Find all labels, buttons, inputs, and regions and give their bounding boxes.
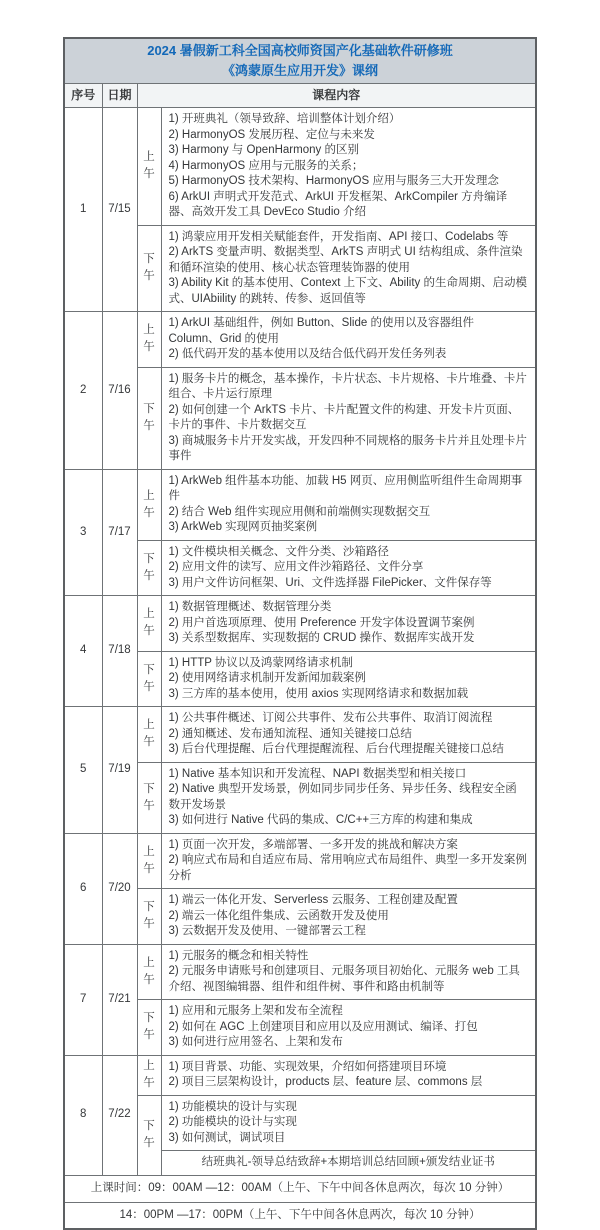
course-item: 2) 如何创建一个 ArkTS 卡片、卡片配置文件的构建、开发卡片页面、卡片的事件、卡片数据交互	[168, 403, 520, 431]
course-item: 4) HarmonyOS 应用与元服务的关系；	[168, 159, 364, 172]
course-item: 1) 服务卡片的概念，基本操作，卡片状态、卡片规格、卡片堆叠、卡片组合、卡片运行原理	[168, 372, 527, 400]
day-date: 7/15	[102, 108, 137, 312]
title-line-1: 2024 暑假新工科全国高校师资国产化基础软件研修班	[147, 43, 453, 58]
course-item: 2) 结合 Web 组件实现应用侧和前端侧实现数据交互	[168, 505, 431, 518]
session-content	[161, 1055, 536, 1095]
session-period: 上午	[137, 312, 161, 368]
column-header-content: 课程内容	[137, 84, 536, 108]
course-item: 1) 数据管理概述、数据管理分类	[168, 601, 332, 613]
course-item: 2) Native 典型开发场景，例如同步同步任务、异步任务、线程安全函数开发场景	[168, 783, 517, 811]
session-content	[161, 312, 536, 368]
closing-ceremony: 结班典礼-领导总结致辞+本期培训总结回顾+颁发结业证书	[161, 1151, 536, 1176]
session-period: 下午	[137, 1000, 161, 1056]
course-item: 3) 如何进行应用签名、上架和发布	[168, 1036, 343, 1048]
schedule-table	[63, 37, 537, 1230]
session-period: 上午	[137, 707, 161, 763]
day-date: 7/17	[102, 469, 137, 596]
class-time-row-1	[64, 1175, 536, 1202]
course-item: 2) 端云一体化组件集成、云函数开发及使用	[168, 909, 389, 922]
session-content	[161, 651, 536, 707]
day-date: 7/22	[102, 1055, 137, 1175]
course-item: 2) 使用网络请求机制开发新闻加载案例	[168, 672, 366, 684]
course-item: 2) 低代码开发的基本使用以及结合低代码开发任务列表	[168, 348, 447, 360]
class-time-afternoon: 14：00PM —17：00PM（上午、下午中间各休息两次，每次 10 分钟）	[64, 1202, 536, 1229]
course-item: 3) 关系型数据库、实现数据的 CRUD 操作、数据库实战开发	[168, 632, 475, 644]
document-title	[64, 38, 536, 84]
course-item: 1) Native 基本知识和开发流程、NAPI 数据类型和相关接口	[168, 767, 467, 780]
day-2-session-row	[64, 312, 536, 368]
day-4-session-row	[64, 596, 536, 652]
session-content	[161, 889, 536, 945]
day-index: 6	[64, 833, 102, 944]
session-content	[161, 762, 536, 833]
course-item: 1) 应用和元服务上架和发布全流程	[168, 1005, 343, 1017]
session-content	[161, 108, 536, 226]
course-item: 2) 响应式布局和自适应布局、常用响应式布局组件、典型一多开发案例分析	[168, 854, 527, 882]
course-item: 1) ArkUI 基础组件，例如 Button、Slide 的使用以及容器组件 Column、Grid 的使用	[168, 317, 474, 345]
course-item: 2) 元服务申请账号和创建项目、元服务项目初始化、元服务 web 工具介绍、视图编辑器、组件和组件树、事件和路由机制等	[168, 965, 520, 993]
day-index: 3	[64, 469, 102, 596]
schedule-body	[64, 108, 536, 1176]
course-item: 2) 功能模块的设计与实现	[168, 1116, 297, 1128]
column-header-index: 序号	[64, 84, 102, 108]
day-5-session-row	[64, 707, 536, 763]
course-item: 3) ArkWeb 实现网页抽奖案例	[168, 521, 318, 533]
title-line-2: 《鸿蒙原生应用开发》课纲	[221, 63, 378, 78]
day-date: 7/19	[102, 707, 137, 834]
session-period: 上午	[137, 469, 161, 540]
course-item: 3) 三方库的基本使用，使用 axios 实现网络请求和数据加载	[168, 687, 469, 700]
course-item: 1) 项目背景、功能、实现效果，介绍如何搭建项目环境	[168, 1060, 447, 1073]
course-item: 2) HarmonyOS 发展历程、定位与未来发	[168, 128, 375, 141]
session-content	[161, 469, 536, 540]
course-item: 2) 通知概述、发布通知流程、通知关键接口总结	[168, 727, 412, 740]
session-period: 下午	[137, 762, 161, 833]
course-item: 1) 公共事件概述、订阅公共事件、发布公共事件、取消订阅流程	[168, 712, 493, 724]
course-item: 2) 项目三层架构设计，products 层、feature 层、commons 层	[168, 1076, 483, 1088]
session-content	[161, 367, 536, 469]
session-content	[161, 225, 536, 312]
session-content	[161, 596, 536, 652]
course-item: 3) 云数据开发及使用、一键部署云工程	[168, 925, 366, 937]
session-content	[161, 540, 536, 596]
day-date: 7/20	[102, 833, 137, 944]
session-content	[161, 1000, 536, 1056]
session-content	[161, 944, 536, 1000]
course-item: 1) ArkWeb 组件基本功能、加载 H5 网页、应用侧监听组件生命周期事件	[168, 474, 523, 502]
course-item: 6) ArkUI 声明式开发范式、ArkUI 开发框架、ArkCompiler 方舟编译器、高效开发工具 DevEco Studio 介绍	[168, 190, 508, 218]
course-item: 3) 后台代理提醒、后台代理提醒流程、后台代理提醒关键接口总结	[168, 743, 504, 755]
course-item: 2) 用户首选项原理、使用 Preference 开发字体设置调节案例	[168, 616, 475, 629]
session-period: 下午	[137, 1095, 161, 1175]
session-period: 下午	[137, 651, 161, 707]
session-content	[161, 1095, 536, 1151]
day-date: 7/21	[102, 944, 137, 1055]
course-item: 1) 文件模块相关概念、文件分类、沙箱路径	[168, 545, 389, 558]
course-item: 1) 元服务的概念和相关特性	[168, 949, 309, 962]
course-item: 1) 开班典礼（领导致辞、培训整体计划介绍）	[168, 113, 401, 125]
course-item: 5) HarmonyOS 技术架构、HarmonyOS 应用与服务三大开发理念	[168, 175, 499, 187]
session-period: 上午	[137, 108, 161, 226]
course-item: 3) 如何测试，调试项目	[168, 1131, 286, 1144]
session-content	[161, 707, 536, 763]
course-item: 1) HTTP 协议以及鸿蒙网络请求机制	[168, 656, 353, 669]
course-item: 3) Ability Kit 的基本使用、Context 上下文、Ability 的生命周期、启动模式、UIAbiility 的跳转、传参、返回值等	[168, 277, 527, 305]
session-period: 下午	[137, 889, 161, 945]
session-period: 下午	[137, 225, 161, 312]
course-item: 2) 应用文件的读写、应用文件沙箱路径、文件分享	[168, 561, 424, 573]
session-period: 下午	[137, 367, 161, 469]
session-period: 上午	[137, 944, 161, 1000]
class-time-morning: 上课时间：09：00AM —12：00AM（上午、下午中间各休息两次，每次 10 分钟）	[64, 1175, 536, 1202]
course-item: 2) 如何在 AGC 上创建项目和应用以及应用测试、编译、打包	[168, 1020, 478, 1033]
day-index: 5	[64, 707, 102, 834]
course-item: 2) ArkTS 变量声明、数据类型、ArkTS 声明式 UI 结构组成、条件渲染和循环渲染的使用、核心状态管理装饰器的使用	[168, 246, 523, 274]
course-item: 1) 鸿蒙应用开发相关赋能套件，开发指南、API 接口、Codelabs 等	[168, 230, 509, 243]
session-period: 上午	[137, 833, 161, 889]
day-7-session-row	[64, 944, 536, 1000]
day-1-session-row	[64, 108, 536, 226]
day-8-session-row	[64, 1055, 536, 1095]
course-item: 3) Harmony 与 OpenHarmony 的区别	[168, 144, 359, 156]
day-index: 1	[64, 108, 102, 312]
course-item: 3) 用户文件访问框架、Uri、文件选择器 FilePicker、文件保存等	[168, 576, 492, 589]
course-item: 1) 页面一次开发，多端部署、一多开发的挑战和解决方案	[168, 838, 458, 851]
day-index: 7	[64, 944, 102, 1055]
day-index: 4	[64, 596, 102, 707]
session-period: 上午	[137, 596, 161, 652]
class-time-row-2	[64, 1202, 536, 1229]
session-content	[161, 833, 536, 889]
day-3-session-row	[64, 469, 536, 540]
day-date: 7/18	[102, 596, 137, 707]
course-item: 1) 功能模块的设计与实现	[168, 1100, 297, 1113]
session-period: 上午	[137, 1055, 161, 1095]
session-period: 下午	[137, 540, 161, 596]
day-6-session-row	[64, 833, 536, 889]
column-header-date: 日期	[102, 84, 137, 108]
day-index: 8	[64, 1055, 102, 1175]
course-item: 1) 端云一体化开发、Serverless 云服务、工程创建及配置	[168, 894, 458, 906]
column-header-row	[64, 84, 536, 108]
course-item: 3) 商城服务卡片开发实战，开发四种不同规格的服务卡片并且处理卡片事件	[168, 434, 527, 462]
day-index: 2	[64, 312, 102, 470]
day-date: 7/16	[102, 312, 137, 470]
course-item: 3) 如何进行 Native 代码的集成、C/C++三方库的构建和集成	[168, 814, 473, 826]
title-row	[64, 38, 536, 84]
